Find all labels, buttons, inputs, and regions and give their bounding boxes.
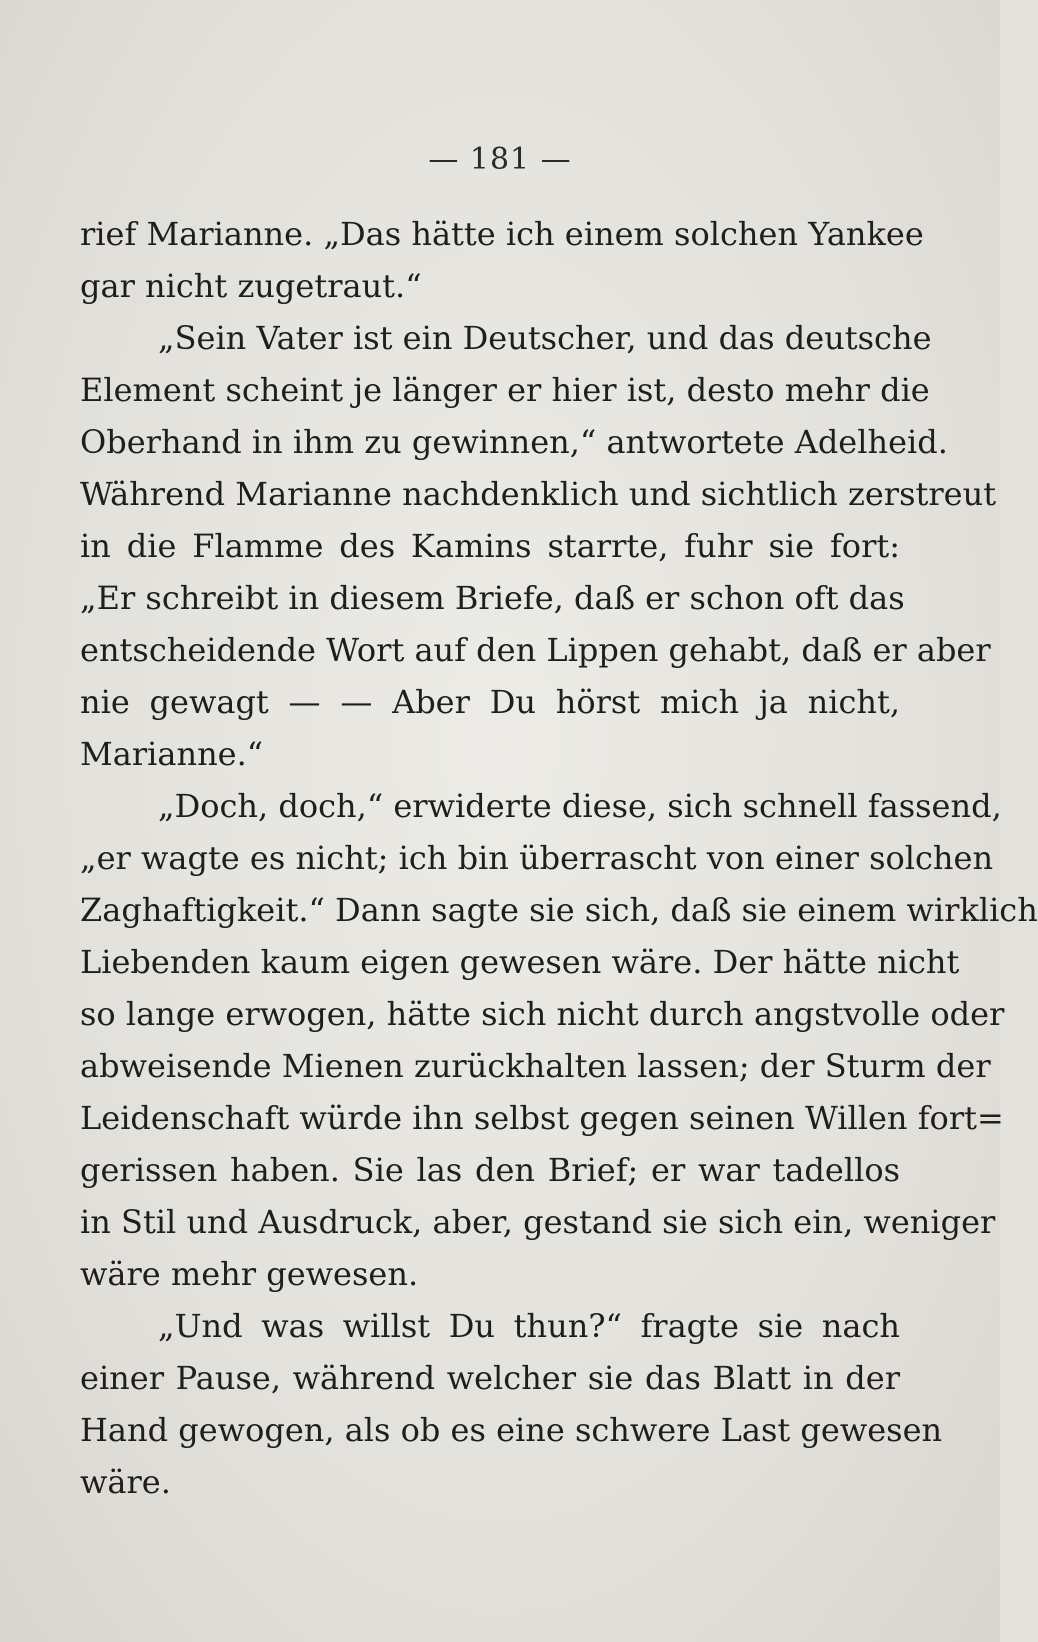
text-line: in die Flamme des Kamins starrte, fuhr sie fort:: [80, 527, 900, 565]
text-line: Oberhand in ihm zu gewinnen,“ antwortete Adelheid.: [80, 423, 948, 461]
text-line: abweisende Mienen zurückhalten lassen; der Sturm der: [80, 1047, 991, 1085]
page-number: — 181 —: [428, 142, 572, 177]
text-line: Leidenschaft würde ihn selbst gegen seinen Willen fort=: [80, 1099, 1004, 1137]
text-line: „Doch, doch,“ erwiderte diese, sich schnell fassend,: [158, 787, 1002, 825]
text-line: gerissen haben. Sie las den Brief; er war tadellos: [80, 1151, 900, 1189]
text-line: „Sein Vater ist ein Deutscher, und das deutsche: [158, 319, 932, 357]
text-line: Element scheint je länger er hier ist, desto mehr die: [80, 371, 930, 409]
text-line: Während Marianne nachdenklich und sichtlich zerstreut: [80, 475, 997, 513]
text-line: gar nicht zugetraut.“: [80, 267, 422, 305]
text-line: „Er schreibt in diesem Briefe, daß er schon oft das: [80, 579, 905, 617]
text-line: in Stil und Ausdruck, aber, gestand sie sich ein, weniger: [80, 1203, 996, 1241]
text-line: „Und was willst Du thun?“ fragte sie nach: [158, 1307, 900, 1345]
text-line: entscheidende Wort auf den Lippen gehabt, daß er aber: [80, 631, 991, 669]
text-line: Liebenden kaum eigen gewesen wäre. Der hätte nicht: [80, 943, 960, 981]
text-line: „er wagte es nicht; ich bin überrascht von einer solchen: [80, 839, 994, 877]
text-line: rief Marianne. „Das hätte ich einem solchen Yankee: [80, 215, 924, 253]
text-line: Zaghaftigkeit.“ Dann sagte sie sich, daß sie einem wirklich: [80, 891, 1038, 929]
text-line: wäre mehr gewesen.: [80, 1255, 419, 1293]
text-line: so lange erwogen, hätte sich nicht durch angstvolle oder: [80, 995, 1005, 1033]
text-line: wäre.: [80, 1463, 171, 1501]
text-line: nie gewagt — — Aber Du hörst mich ja nicht,: [80, 683, 900, 721]
text-line: einer Pause, während welcher sie das Blatt in der: [80, 1359, 900, 1397]
text-line: Marianne.“: [80, 735, 264, 773]
text-line: Hand gewogen, als ob es eine schwere Last gewesen: [80, 1411, 943, 1449]
